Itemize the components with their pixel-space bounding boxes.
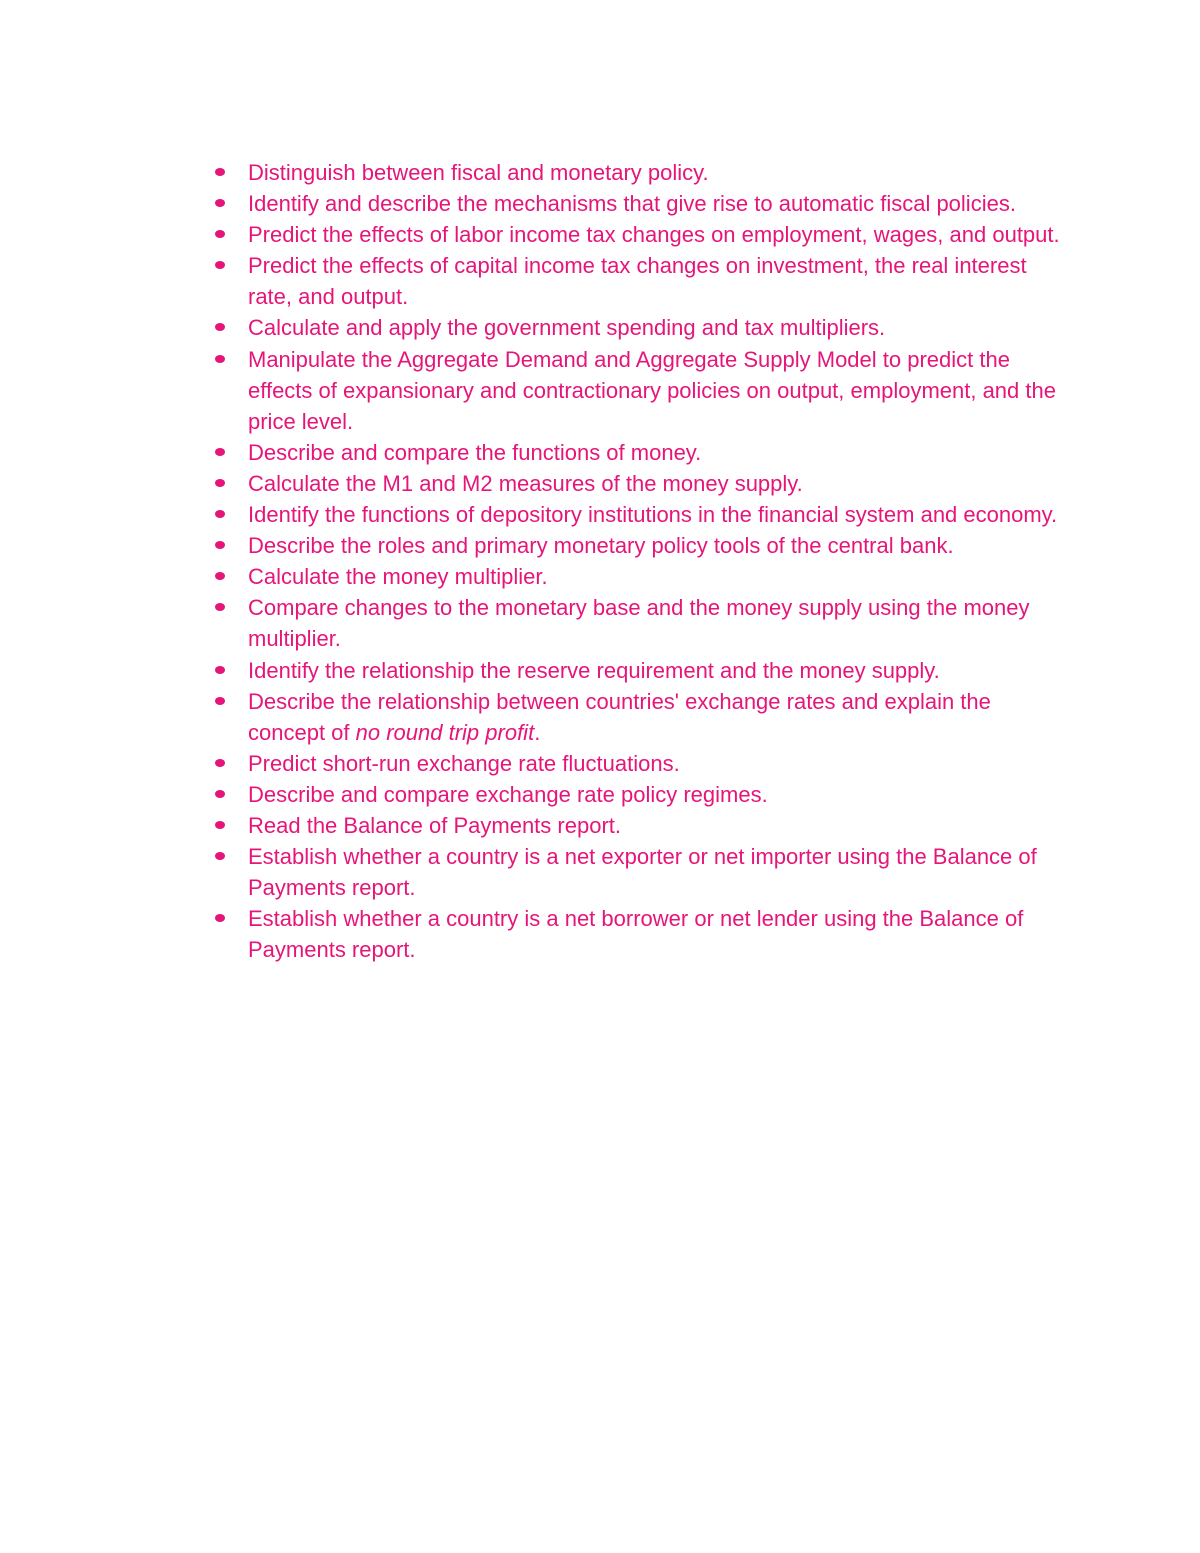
bullet-icon — [215, 323, 225, 331]
objective-text-tail: . — [534, 719, 541, 745]
list-item — [212, 748, 1062, 779]
bullet-icon — [215, 510, 225, 518]
bullet-icon — [215, 479, 225, 487]
objective-text: Describe the roles and primary monetary policy tools of the central bank. — [248, 533, 954, 559]
objective-text: Identify and describe the mechanisms that give rise to automatic fiscal policies. — [248, 191, 1016, 217]
objective-text: Describe and compare exchange rate policy regimes. — [248, 781, 768, 807]
list-item — [212, 686, 1062, 748]
objective-text: Calculate the M1 and M2 measures of the money supply. — [248, 470, 803, 496]
learning-objectives-list — [212, 157, 1062, 965]
objective-text: Predict the effects of labor income tax changes on employment, wages, and output. — [248, 222, 1060, 248]
bullet-icon — [215, 790, 225, 798]
bullet-icon — [215, 572, 225, 580]
objective-text: Identify the functions of depository institutions in the financial system and economy. — [248, 502, 1058, 528]
list-item — [212, 344, 1062, 437]
objective-text: Calculate and apply the government spending and tax multipliers. — [248, 315, 886, 341]
list-item — [212, 157, 1062, 188]
bullet-icon — [215, 355, 225, 363]
objective-text: Establish whether a country is a net borrower or net lender using the Balance of Payments report. — [248, 906, 1024, 963]
objective-text: Establish whether a country is a net exporter or net importer using the Balance of Payments report. — [248, 844, 1037, 901]
list-item — [212, 779, 1062, 810]
objective-text-lead: Describe the relationship between countries' exchange rates and explain the concept of — [248, 688, 991, 745]
objective-text: Predict short-run exchange rate fluctuations. — [248, 750, 680, 776]
objective-text: Predict the effects of capital income tax changes on investment, the real interest rate, and output. — [248, 253, 1027, 310]
list-item — [212, 903, 1062, 965]
list-item — [212, 499, 1062, 530]
bullet-icon — [215, 666, 225, 674]
bullet-icon — [215, 914, 225, 922]
bullet-icon — [215, 168, 225, 176]
bullet-icon — [215, 603, 225, 611]
bullet-icon — [215, 759, 225, 767]
list-item — [212, 561, 1062, 592]
list-item — [212, 655, 1062, 686]
bullet-icon — [215, 541, 225, 549]
bullet-icon — [215, 230, 225, 238]
objective-text: Distinguish between fiscal and monetary policy. — [248, 160, 709, 185]
list-item — [212, 188, 1062, 219]
list-item — [212, 841, 1062, 903]
bullet-icon — [215, 821, 225, 829]
bullet-icon — [215, 448, 225, 456]
list-item — [212, 437, 1062, 468]
bullet-icon — [215, 852, 225, 860]
objective-text: Describe and compare the functions of money. — [248, 439, 702, 465]
objective-text: Manipulate the Aggregate Demand and Aggregate Supply Model to predict the effects of expansionary and contractionary policies on output, employment, and the price level. — [248, 346, 1056, 434]
list-item — [212, 250, 1062, 312]
bullet-icon — [215, 261, 225, 269]
bullet-icon — [215, 697, 225, 705]
objective-text: Identify the relationship the reserve requirement and the money supply. — [248, 657, 940, 683]
list-item — [212, 468, 1062, 499]
list-item — [212, 592, 1062, 654]
objective-text-emphasis: no round trip profit — [355, 719, 535, 745]
objective-text: Read the Balance of Payments report. — [248, 812, 621, 838]
list-item — [212, 530, 1062, 561]
list-item — [212, 810, 1062, 841]
objective-text: Calculate the money multiplier. — [248, 564, 548, 590]
bullet-icon — [215, 199, 225, 207]
list-item — [212, 219, 1062, 250]
list-item — [212, 312, 1062, 343]
objective-text: Compare changes to the monetary base and the money supply using the money multiplier. — [248, 595, 1030, 652]
